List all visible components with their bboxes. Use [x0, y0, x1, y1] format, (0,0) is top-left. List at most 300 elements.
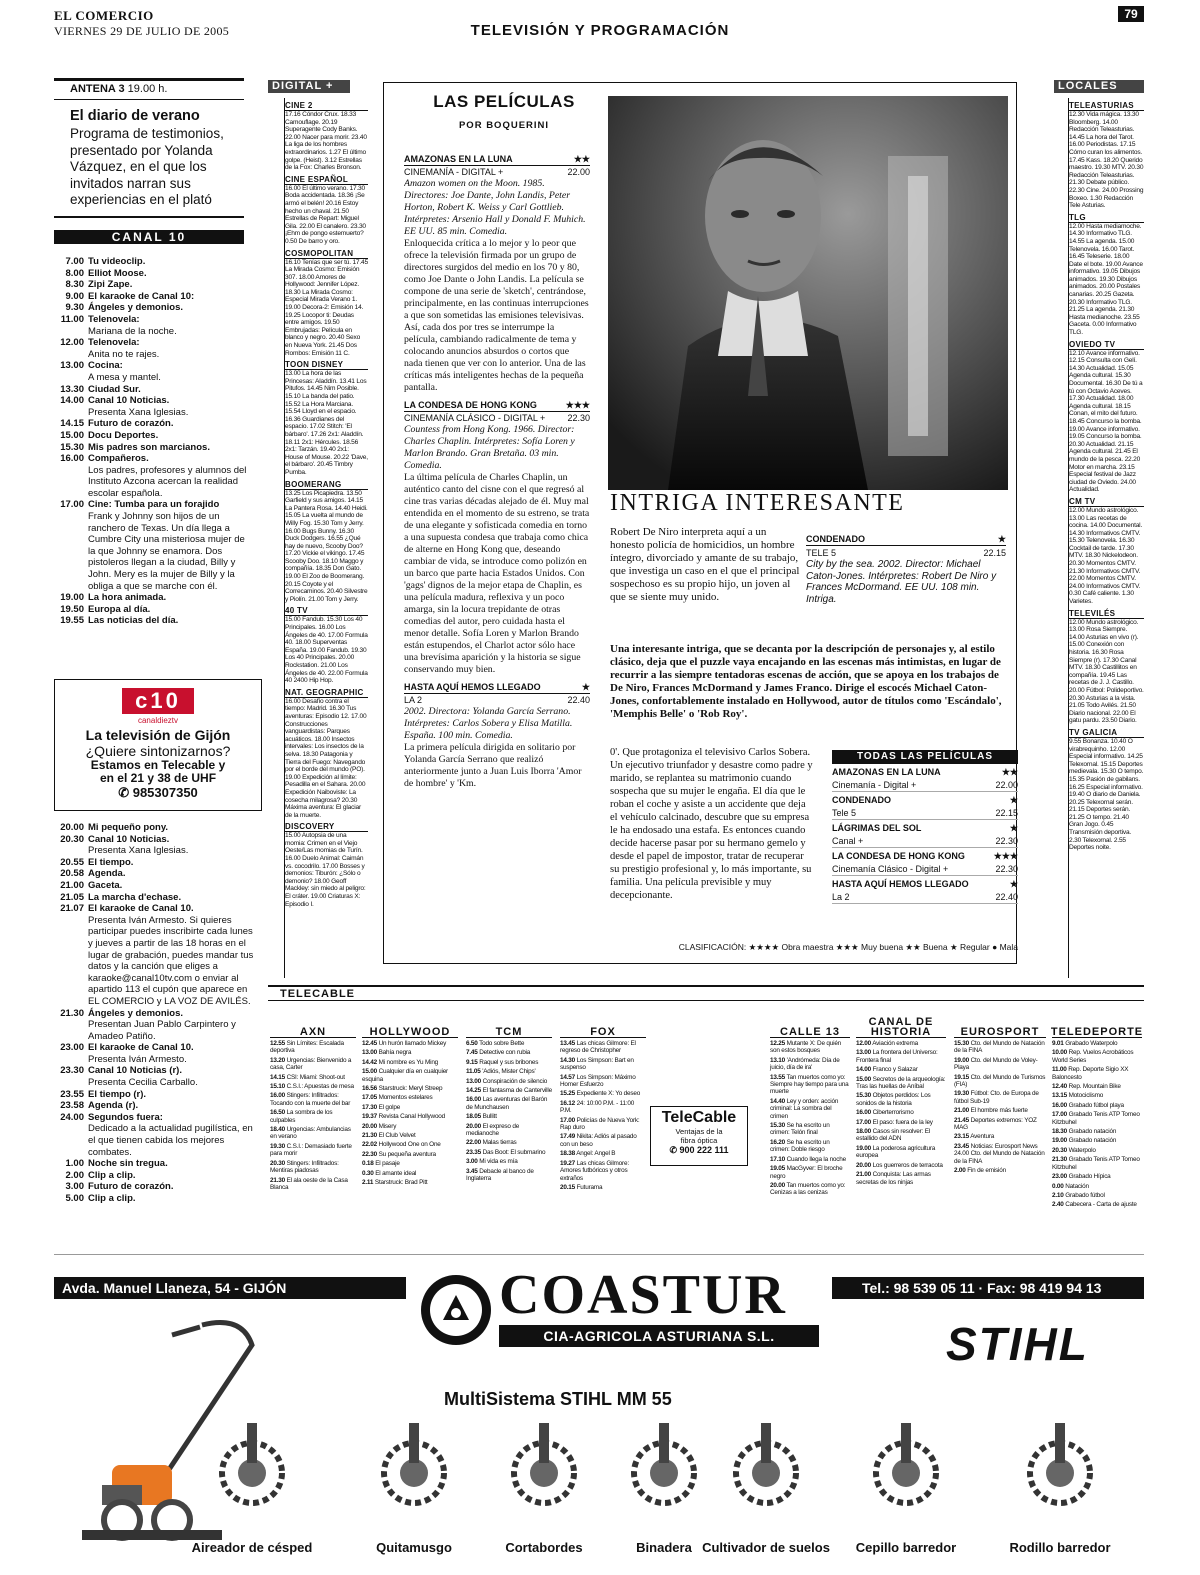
listing-time: 20.00: [770, 1181, 785, 1189]
program-title: La marcha d'echase.: [88, 891, 182, 903]
listing-title: Grabado natación: [1068, 1137, 1117, 1145]
telecable-channel-column: [770, 1016, 850, 1256]
schedule-row: [54, 868, 254, 880]
listing-title: Mi nombre es Yu Ming: [378, 1058, 439, 1066]
listing-title: CSI: Miami: Shoot-out: [286, 1073, 345, 1081]
channel-name: TELEVILÉS: [1069, 609, 1144, 619]
tool-item: [474, 1423, 614, 1563]
movie-stars: ★★★: [565, 400, 590, 410]
program-title: El karaoke de Canal 10.: [88, 903, 194, 915]
listing-title: Grabado fútbol: [1065, 1191, 1105, 1199]
listing-title: Hollywood One on One: [378, 1141, 441, 1149]
program-title: Noche sin tregua.: [88, 1158, 168, 1170]
program-title: Canal 10 Noticias (r).: [88, 1065, 182, 1077]
listing-time: 13.00: [856, 1049, 871, 1057]
telecable-listing: [856, 1145, 946, 1160]
telecable-listing: [1052, 1049, 1142, 1064]
telecable-listing: [466, 1123, 552, 1138]
listing-title: Grabado Hípica: [1068, 1173, 1111, 1181]
listing-title: Un hurón llamado Mickey: [378, 1040, 447, 1047]
schedule-time: 23.30: [60, 1065, 84, 1077]
listing-title: Casos sin resolver: El estallido del ADN: [856, 1128, 930, 1143]
rating-legend: CLASIFICACIÓN: ★★★★ Obra maestra ★★★ Muy buena ★★ Buena ★ Regular ● Mala: [678, 942, 1018, 952]
c10-line2: en el 21 y 38 de UHF: [99, 771, 217, 785]
movie-title-row: [404, 154, 590, 166]
listing-time: 13.10: [770, 1056, 785, 1064]
listing-title: Sin Límites: Escalada deportiva: [270, 1040, 344, 1055]
listing-time: 14.30: [560, 1056, 575, 1064]
schedule-row: [54, 360, 254, 372]
listing-title: Raquel y sus bribones: [479, 1058, 539, 1066]
listing-time: 20.30: [270, 1159, 285, 1167]
listing-time: 21.30: [270, 1176, 285, 1184]
listing-title: Debacle al banco de Inglaterra: [466, 1167, 534, 1183]
channel-name: OVIEDO TV: [1069, 340, 1144, 350]
schedule-row: [54, 1065, 254, 1077]
c10-title: La televisión de Gijón: [85, 727, 231, 743]
channel-listing: 16.00 Desafío contra el tiempo: Madrid. 16.30 Tus aventuras: Episodio 12. 17.00 Construcciones vanguardistas: Parques acuáticos. 18.00 Insectos intervales: Los insectos de la selva. 18.30 Patagonia y Tierra del Fuego: Navegando por el borde del mundo (PO). 19.00 Expedición al límite: Pesadilla en el Sahara. 20.00 Expedición Naiboviste: La cosecha milagrosa? 20.30 Máxima aventura: El glaciar de la muerte.: [285, 697, 367, 819]
schedule-time: 13.00: [60, 360, 84, 372]
box-time: 22.15: [983, 548, 1006, 558]
telecable-listing: [954, 1057, 1046, 1072]
coastur-ad: [54, 1254, 1144, 1570]
telecable-listing: [1052, 1040, 1142, 1047]
listing-title: 'Adiós, Mister Chips': [482, 1068, 536, 1076]
tool-label: Cortabordes: [505, 1540, 583, 1555]
listing-time: 21.00: [954, 1107, 969, 1115]
listing-title: Natación: [1065, 1182, 1089, 1190]
telecable-listing: [362, 1132, 458, 1139]
tool-attachment-icon: [990, 1423, 1130, 1528]
listing-title: Ciberterrorismo: [872, 1109, 914, 1117]
movie-name: HASTA AQUÍ HEMOS LLEGADO: [832, 879, 969, 889]
locales-listings: [1068, 98, 1144, 978]
movie-credits: 2002. Directora: Yolanda García Serrano. Intérpretes: Carlos Sobera y Elisa Matilla. España. 100 min. Comedia.: [404, 706, 573, 741]
listing-title: El fantasma de Canterville: [482, 1087, 552, 1095]
telecable-listing: [856, 1171, 946, 1186]
listing-time: 19.30: [270, 1142, 285, 1150]
listing-time: 14.25: [466, 1087, 481, 1095]
listing-time: 13.45: [560, 1040, 575, 1047]
listing-time: 23.15: [954, 1133, 969, 1141]
channel-listing: 13.00 La hora de las Princesas: Aladdín. 13.41 Los Pitufos. 14.45 Nim Posible. 15.10 La banda del patio. 15.52 La Hora Marciana. 15.54 Lloyd en el espacio. 16.36 Guardianes del espacio. 17.02 Stitch: 'El bárbaro'. 17.26 2x1: Aladdín. 18.11 2x1: Hércules. 18.56 2x1: Tarzán. 19.40 2x1: House of Mouse. 20.22 'Dave, el bárbaro'. 20.45 Timbry Pumba.: [285, 370, 368, 476]
program-desc: Presentan Juan Pablo Carpintero y Amadeo Patiño.: [88, 1019, 236, 1042]
listing-title: Mutante X: De quién son estos bosques: [770, 1040, 842, 1055]
schedule-time: 8.30: [65, 279, 84, 291]
channel-listing: 9.55 Bonanza. 10.40 O virabrequinho. 12.00 Especial informativo. 14.25 Telexornal. 15.15 Deportes medievala. 15.30 O tempo. 15.35 Pasión de gabilans. 16.25 Especial informativo. 19.40 O diario de Daniela. 20.25 Telexornal serán. 21.15 Deportes serán. 21.25 O tempo. 21.40 Gran Jogo. 0.45 Transmisión deportiva. 2.30 Telexornal. 2.55 Deportes noite.: [1069, 737, 1144, 852]
channel-listing: 16.00 El último verano. 17.30 Boda accidentada. 18.36 ¡Se armó el belén! 20.16 Estoy hecho un chaval. 21.50 Estrellas de Repart: Miguel Gila. 22.00 El canalero. 23.30 ¡Ehm de pongo estemuerto? 0.50 De barro y oro.: [285, 184, 366, 245]
channel-listing: 12.30 Vida mágica. 13.30 Bloomberg. 14.00 Redacción Teleasturias. 14.45 La hora del Tarot. 16.00 Periodistas. 17.15 Cómo curan los alimentos. 17.45 Kass. 18.20 Querido maestro. 19.30 MTV. 20.30 Redacción Teleasturias. 21.30 Debate público. 22.30 Cine. 24.00 Prossing Boxeo. 1.30 Redacción Tele Asturias.: [1069, 111, 1144, 210]
telecable-listing: [856, 1066, 946, 1073]
schedule-row: [54, 615, 254, 627]
tool-attachment-icon: [474, 1423, 614, 1528]
movie-channel: La 2: [832, 892, 850, 902]
channel-listing: 13.25 Los Picapiedra. 13.50 Garfield y sus amigos. 14.15 La Pantera Rosa. 14.40 Heidi. 15.05 La vuelta al mundo de Willy Fog. 15.30 Tom y Jerry. 16.00 Bugs Bunny. 16.30 Duck Dodgers. 16.55 ¿Qué hay de nuevo, Scooby Doo? 17.20 Vickie el vikingo. 17.45 Scooby Doo. 18.10 Maggo y compañía. 18.35 Don Gato. 19.00 El Zoo de Boomerang. 20.15 Coyote y el Correcaminos. 20.40 Silvestre y Piolín. 21.00 Tom y Jerry.: [285, 489, 368, 603]
address-bar: Avda. Manuel Llaneza, 54 - GIJÓN: [54, 1277, 406, 1299]
box-credits: City by the sea. 2002. Director: Michael Caton-Jones. Intérpretes: Robert De Niro y Frances McDormand. EE UU. 108 min. Intriga.: [806, 559, 997, 605]
program-title: Telenovela:: [88, 313, 140, 325]
movie-review: La última película de Charles Chaplin, un auténtico canto del cisne con el que regresó al cine tras varias décadas alejado de él. Muy mal entendida en el momento de su estreno, se trata de una elegante y sofisticada comedia en torno a una supuesta condesa que trabaja como chica de alterne en Hong Kong que, deseando cambiar de vida, se introduce como polizón en un barco que parte hacia Estados Unidos. Con 'gags' dignos de la mejor etapa de Chaplin, es una película madura, reflexiva y un poco amarga, sin la locura trepidante de otras comedias del autor, pero cuidada hasta el menor detalle. Sofía Loren y Marlon Brando están estupendos, el Charlot actor sólo hace una brevísima aparición y la historia se sigue conservando muy bien.: [404, 472, 590, 675]
channel-listing: 12.00 Mundo astrológico. 13.00 Las recetas de cocina. 14.00 Documental. 14.30 Informativos CMTV. 15.30 Telenovela. 16.30 Cocktail de tarde. 17.30 MTV. 18.30 Nickelodeon. 20.30 Momentos CMTV. 21.30 Informativos CMTV. 22.00 Momentos CMTV. 24.00 Informativos CMTV. 0.30 Café caliente. 1.30 Varietes.: [1069, 506, 1143, 606]
schedule-row: [54, 453, 254, 465]
schedule-time: 21.07: [60, 903, 84, 915]
movie-credits: Countess from Hong Kong. 1966. Director: Charles Chaplin. Intérpretes: Sofía Loren y Marlon Brando. Gran Bretaña. 03 min. Comedia.: [404, 424, 575, 471]
all-movies-table: [832, 750, 1018, 930]
listing-title: Se ha escrito un crimen: Telón final: [770, 1122, 830, 1137]
listing-time: 19.00: [954, 1056, 969, 1064]
program-desc: Mariana de la noche.: [88, 325, 177, 337]
movie-name: CONDENADO: [832, 795, 892, 805]
movie-row-channel: [832, 891, 1018, 904]
listing-time: 21.00: [856, 1171, 871, 1179]
telecable-listing: [466, 1158, 552, 1165]
listing-title: Objetos perdidos: Los sonidos de la historia: [856, 1092, 931, 1107]
movie-stars: ★★: [1001, 767, 1018, 777]
program-desc: A mesa y mantel.: [88, 371, 161, 383]
telecable-listing: [362, 1160, 458, 1167]
listing-title: Das Boot: El submarino: [482, 1148, 546, 1156]
listing-title: El amante ideal: [375, 1169, 417, 1177]
listing-time: 19.00: [1052, 1137, 1067, 1145]
program-title: El karaoke de Canal 10:: [88, 290, 195, 302]
channel-name: BOOMERANG: [285, 480, 368, 490]
telecable-listing: [770, 1122, 850, 1137]
listing-title: Se ha escrito un crimen: Doble riesgo: [770, 1138, 830, 1154]
telecable-listing: [560, 1057, 646, 1072]
listing-title: Angel: Angel B: [576, 1150, 616, 1158]
schedule-row: [54, 314, 254, 326]
schedule-time: 17.00: [60, 499, 84, 511]
model-title: MultiSistema STIHL MM 55: [444, 1389, 672, 1409]
listing-title: Bahía negra: [378, 1049, 412, 1057]
telecable-listing: [466, 1096, 552, 1111]
telecable-listing: [954, 1143, 1046, 1165]
listing-time: 13.55: [770, 1073, 785, 1081]
channel-listing: 15.00 Autopsia de una momia: Crimen en el Viejo Oeste/Las momias de Turín. 16.00 Duelo Animal: Caimán vs. cocodrilo. 17.00 Bosses y demonios: Tiburón: ¿Sólo o demonio? 18.00 Geoff Mackley: sin miedo al peligro: El cráter. 19.00 Criaturas X: Episodio I.: [285, 832, 366, 908]
all-movies-header: TODAS LAS PELÍCULAS: [832, 750, 1018, 764]
listing-title: Fin de emisión: [967, 1167, 1006, 1175]
telecable-channel-column: [466, 1016, 552, 1256]
telecable-listing: [954, 1090, 1046, 1105]
schedule-time: 24.00: [60, 1111, 84, 1123]
telecable-ad: [650, 1106, 748, 1166]
listing-time: 18.00: [856, 1128, 871, 1136]
movie-row-title: [832, 766, 1018, 779]
listing-title: Expediente X: Yo deseo: [576, 1090, 641, 1098]
telecable-line2: fibra óptica: [680, 1136, 718, 1145]
tool-item: [344, 1423, 484, 1563]
program-title: Canal 10 Noticias.: [88, 395, 170, 407]
telecable-channel-column: [560, 1016, 646, 1256]
listing-title: Aviación extrema: [872, 1040, 918, 1047]
telecable-listing: [856, 1076, 946, 1091]
program-desc: Frank y Johnny son hijos de un ranchero de Texas. Un día llega a Cumbre City una misteriosa mujer de la que Johnny se enamora. Dos pistoleros llegan a la ciudad, Billy y John. Mery es la mujer de Billy y la obliga a que se marche con él.: [88, 511, 245, 592]
listing-time: 15.00: [362, 1068, 377, 1076]
listing-time: 9.01: [1052, 1040, 1064, 1047]
schedule-row: [54, 1181, 254, 1193]
movie-stars: ★: [1009, 879, 1018, 889]
movie-channel: Tele 5: [832, 808, 857, 818]
listing-title: Aventura: [970, 1133, 995, 1141]
schedule-row: [54, 1042, 254, 1054]
listing-time: 14.15: [270, 1073, 285, 1081]
program-title: Gaceta.: [88, 879, 123, 891]
listing-time: 19.37: [362, 1113, 377, 1121]
telecable-listing: [560, 1184, 646, 1191]
box-channel: TELE 5: [806, 548, 837, 558]
listing-time: 22.02: [362, 1141, 377, 1149]
schedule-row: [54, 430, 254, 442]
schedule-row: [54, 822, 254, 834]
telecable-listing: [856, 1092, 946, 1107]
telecable-listing: [466, 1040, 552, 1047]
listing-time: 2.10: [1052, 1191, 1064, 1199]
program-title: Ángeles y demonios.: [88, 302, 184, 314]
movie-stars: ★: [581, 682, 590, 692]
telecable-listing: [954, 1117, 1046, 1132]
schedule-time: 20.58: [60, 868, 84, 880]
feature-headline: INTRIGA INTERESANTE: [610, 490, 905, 516]
telecable-listing: [270, 1040, 356, 1055]
telecable-listing: [954, 1167, 1046, 1174]
listing-time: 15.00: [856, 1075, 871, 1083]
schedule-row: [54, 834, 254, 846]
listing-time: 15.10: [270, 1083, 285, 1091]
listing-time: 19.30: [954, 1090, 969, 1098]
telecable-listing: [362, 1068, 458, 1083]
listing-time: 12.25: [770, 1040, 785, 1047]
schedule-time: 9.30: [65, 302, 84, 314]
program-title: Telenovela:: [88, 337, 140, 349]
program-title: Clip a clip.: [88, 1169, 136, 1181]
telecable-listing: [1052, 1092, 1142, 1099]
canal10-ad: [54, 679, 262, 811]
telecable-listing: [362, 1123, 458, 1130]
schedule-time: 13.30: [60, 383, 84, 395]
stihl-logo: STIHL: [946, 1318, 1089, 1370]
schedule-time: 23.55: [60, 1088, 84, 1100]
program-title: Agenda.: [88, 868, 126, 880]
telecable-listing: [954, 1040, 1046, 1055]
listing-title: Mi vida es mía: [479, 1158, 518, 1166]
telecable-listing: [466, 1149, 552, 1156]
highlight-desc: Programa de testimonios, presentado por Yolanda Vázquez, en el que los invitados narran sus experiencias en el plató: [70, 126, 224, 207]
channel-listing: 16.10 Tenías que ser tú. 17.45 La Mirada Cosmo: Emisión 307. 18.00 Amores de Hollywood: Jennifer López. 18.30 La Mirada Cosmo: Especial Mirada Verano 1. 19.00 Decora-2: Emisión 14. 19.25 Locopor ti: Deudas entre amigos. 19.50 Embrujadas: Película en blanco y negro. 20.40 Sexo en Nueva York. 21.45 Dos Rombos: Emisión 11 C.: [285, 258, 368, 357]
telecable-listing: [770, 1165, 850, 1180]
listing-title: 'Andrómeda: Día de juicio, día de ira': [770, 1056, 840, 1072]
program-title: Clip a clip.: [88, 1193, 136, 1204]
telecable-listing: [1052, 1173, 1142, 1180]
telecable-channel-name: CANAL DE HISTORIA: [856, 1016, 946, 1038]
channel-name: CINE ESPAÑOL: [285, 175, 368, 185]
listing-time: 2.11: [362, 1179, 374, 1187]
tool-item: [182, 1423, 322, 1563]
highlight-channel: ANTENA 3: [70, 83, 125, 95]
movie-channel: CINEMANÍA - DIGITAL +: [404, 167, 504, 177]
feature-continuation: 0'. Que protagoniza el televisivo Carlos Sobera. Un ejecutivo triunfador y desastre como padre y marido, se replantea su matrimonio cuando sospecha que su mujer le engaña. El día que le roban el coche y asiste a un accidente que deja el vehículo calcinado, descubre que su empresa le ha endosado una estafa. Es entonces cuando decide hacerse pasar por su hermano gemelo y desde el papel de impostor, tratar de recuperar su prestigio profesional y, lo más importante, su familia. Una película previsible y muy decepcionante.: [610, 747, 813, 901]
listing-title: 24: 10:00 P.M. - 11:00 P.M.: [560, 1099, 635, 1115]
program-title: Segundos fuera:: [88, 1111, 163, 1123]
listing-time: 13.00: [362, 1049, 377, 1057]
program-title: Mis padres son marcianos.: [88, 441, 210, 453]
schedule-row: [54, 1100, 254, 1112]
listing-title: Misery: [378, 1122, 397, 1130]
movie-title: HASTA AQUÍ HEMOS LLEGADO: [404, 682, 541, 692]
schedule-time: 20.55: [60, 856, 84, 868]
tool-label: Cultivador de suelos: [702, 1540, 830, 1555]
listing-time: 7.45: [466, 1049, 478, 1057]
movie-review: La primera película dirigida en solitario por Yolanda García Serrano que realizó anteriormente junto a Juan Luis Iborra 'Amor de hombre' y 'Km.: [404, 742, 582, 789]
program-title: El karaoke de Canal 10.: [88, 1042, 194, 1054]
listing-time: 15.25: [560, 1090, 575, 1098]
listing-title: Rep. Deporte Sigio XX Baloncesto: [1052, 1066, 1129, 1081]
listing-time: 18.30: [1052, 1128, 1067, 1136]
schedule-row: [54, 384, 254, 396]
listing-time: 21.30: [362, 1132, 377, 1140]
listing-time: 19.05: [770, 1165, 785, 1173]
movie-title-row: [404, 682, 590, 694]
schedule-row: [54, 279, 254, 291]
listing-time: 12.00: [856, 1040, 871, 1047]
schedule-row: [54, 337, 254, 349]
telecable-listing: [856, 1119, 946, 1126]
telecable-listing: [270, 1126, 356, 1141]
c10-logo-sub: canaldieztv: [137, 716, 179, 725]
tool-item: [836, 1423, 976, 1563]
channel-name: TV GALICIA: [1069, 728, 1144, 738]
tool-attachment-icon: [182, 1423, 322, 1528]
listing-title: Cualquier día en cualquier esquina: [362, 1068, 448, 1083]
program-desc: Presenta Xana Iglesias.: [88, 406, 189, 418]
locales-header: LOCALES: [1054, 80, 1144, 93]
listing-title: Cto. del Mundo de Turismos (FIA): [954, 1073, 1046, 1089]
box-title: CONDENADO: [806, 534, 866, 544]
telecable-listing: [770, 1074, 850, 1096]
listing-time: 16.20: [770, 1138, 785, 1146]
listing-title: Conquista: Las armas secretas de los ninjas: [856, 1171, 931, 1186]
listing-time: 13.00: [466, 1077, 481, 1085]
listing-title: Las chicas Gilmore: Amores futbóricos y otros extraños: [560, 1159, 629, 1182]
movie-time: 22.15: [995, 808, 1018, 818]
schedule-row: [54, 1112, 254, 1124]
listing-title: Grabado natación: [1068, 1128, 1117, 1136]
program-title: Tu videoclip.: [88, 256, 146, 267]
listing-time: 12.45: [362, 1040, 377, 1047]
listing-title: Grabado Waterpolo: [1065, 1040, 1118, 1047]
schedule-time: 23.58: [60, 1100, 84, 1112]
listing-title: Cuando llega la noche: [786, 1155, 846, 1163]
canal10-evening-schedule: [54, 822, 254, 1222]
program-title: Futuro de corazón.: [88, 418, 174, 430]
movie-time: 22.40: [567, 695, 590, 705]
listing-title: MacGyver: El broche negro: [770, 1165, 843, 1180]
listing-time: 18.40: [270, 1126, 285, 1134]
tool-attachment-icon: [344, 1423, 484, 1528]
program-title: Ángeles y demonios.: [88, 1007, 184, 1019]
schedule-time: 14.15: [60, 418, 84, 430]
listing-time: 11.05: [466, 1068, 481, 1076]
program-title: La hora animada.: [88, 592, 167, 604]
movie-name: LA CONDESA DE HONG KONG: [832, 851, 965, 861]
listing-time: 17.10: [770, 1155, 785, 1163]
program-title: Cine: Tumba para un forajido: [88, 499, 220, 511]
telecable-listing: [270, 1177, 356, 1192]
listing-title: Cabecera - Carta de ajuste: [1065, 1201, 1137, 1209]
listing-time: 13.20: [270, 1056, 285, 1064]
telecable-listing: [560, 1160, 646, 1182]
listing-title: Su pequeña aventura: [378, 1150, 436, 1158]
telecable-listing: [270, 1092, 356, 1107]
telecable-header: TELECABLE: [268, 985, 1144, 1001]
telecable-listing: [362, 1104, 458, 1111]
telecable-channel-column: [954, 1016, 1046, 1256]
channel-listing: 12.00 Mundo astrológico. 13.00 Rosa Siempre. 14.00 Asturias en vivo (r). 15.00 Conexión con historia. 16.30 Rosa Siempre (r). 17.30 Canal MTV. 18.30 Castillitos en compañía. 19.45 Las recetas de J. J. Castillo. 20.00 Fútbol: Polideportivo. 20.30 Asturias a la vista. 21.05 Todo Avilés. 21.50 Diario nacional. 22.00 El gatu pardu. 23.50 Diario.: [1069, 618, 1144, 725]
telecable-listing: [1052, 1192, 1142, 1199]
listing-title: Noticias: Eurosport News 24.00 Cto. del Mundo de Natación de la FINA: [954, 1142, 1045, 1165]
telecable-channel-name: TELEDEPORTE: [1052, 1016, 1142, 1038]
program-desc: Presenta Iván Armesto.: [88, 1053, 187, 1065]
schedule-time: 7.00: [65, 256, 84, 267]
phone-bar: Tel.: 98 539 05 11 · Fax: 98 419 94 13: [832, 1277, 1144, 1299]
telecable-listing: [270, 1057, 356, 1072]
highlight-title: El diario de verano: [70, 108, 200, 124]
listing-time: 17.30: [362, 1103, 377, 1111]
schedule-row: [54, 499, 254, 511]
program-title: Las noticias del día.: [88, 615, 179, 627]
movie-time: 22.00: [995, 780, 1018, 790]
listing-title: El hombre más fuerte: [970, 1107, 1028, 1115]
telecable-listing: [1052, 1083, 1142, 1090]
telecable-listing: [1052, 1183, 1142, 1190]
program-title: Futuro de corazón.: [88, 1181, 174, 1193]
listing-time: 22.30: [362, 1150, 377, 1158]
schedule-time: 20.00: [60, 822, 84, 833]
listing-title: Rep. Mountain Bike: [1068, 1083, 1121, 1091]
listing-time: 20.00: [362, 1122, 377, 1130]
listing-title: Los Simpson: Máximo Homer Esfuerzo: [560, 1073, 636, 1089]
listing-title: Deportes extremos: YOZ MAG: [954, 1116, 1037, 1132]
schedule-row: [54, 903, 254, 915]
movie-channel-row: [404, 412, 590, 424]
photo-illustration: [608, 96, 1008, 490]
listing-title: Malas tierras: [482, 1139, 517, 1147]
listing-time: 23.00: [1052, 1173, 1067, 1181]
c10-phone: ✆ 985307350: [118, 785, 198, 800]
movie-channel-row: [404, 166, 590, 178]
movies-title: LAS PELÍCULAS: [433, 92, 575, 111]
telecable-channel-column: [1052, 1016, 1142, 1256]
listing-title: Urgencias: Ambulancias en verano: [270, 1126, 351, 1141]
box-stars: ★: [997, 534, 1006, 544]
c10-logo: c10: [122, 688, 194, 714]
schedule-row: [54, 1193, 254, 1205]
movie-row-title: [832, 822, 1018, 835]
telecable-listing: [560, 1090, 646, 1097]
listing-title: Starstruck: Meryl Streep: [378, 1085, 443, 1093]
listing-time: 14.57: [560, 1073, 575, 1081]
movies-reviews: [404, 148, 590, 948]
program-title: Europa al día.: [88, 603, 151, 615]
schedule-time: 8.00: [65, 267, 84, 279]
telecable-listing: [770, 1156, 850, 1163]
telecable-listing: [1052, 1102, 1142, 1109]
feature-body: Una interesante intriga, que se decanta por la descripción de personajes y, al estilo clásico, deja que el puzzle vaya encajando en las escenas más intimistas, en lugar de recurrir a las siempre tentadoras escenas de acción, que se apoya en los trabajos de De Niro, Frances McDormand y James Franco. Dirige el escocés Michael Caton-Jones, confortablemente instalado en Hollywood, autor de títulos como 'Escándalo', 'Memphis Belle' o 'Rob Roy'.: [610, 643, 1002, 720]
tool-item: [696, 1423, 836, 1563]
telecable-listing: [270, 1143, 356, 1158]
telecable-listing: [466, 1168, 552, 1183]
listing-title: El ala oeste de la Casa Blanca: [270, 1176, 348, 1191]
listing-time: 22.00: [466, 1139, 481, 1147]
